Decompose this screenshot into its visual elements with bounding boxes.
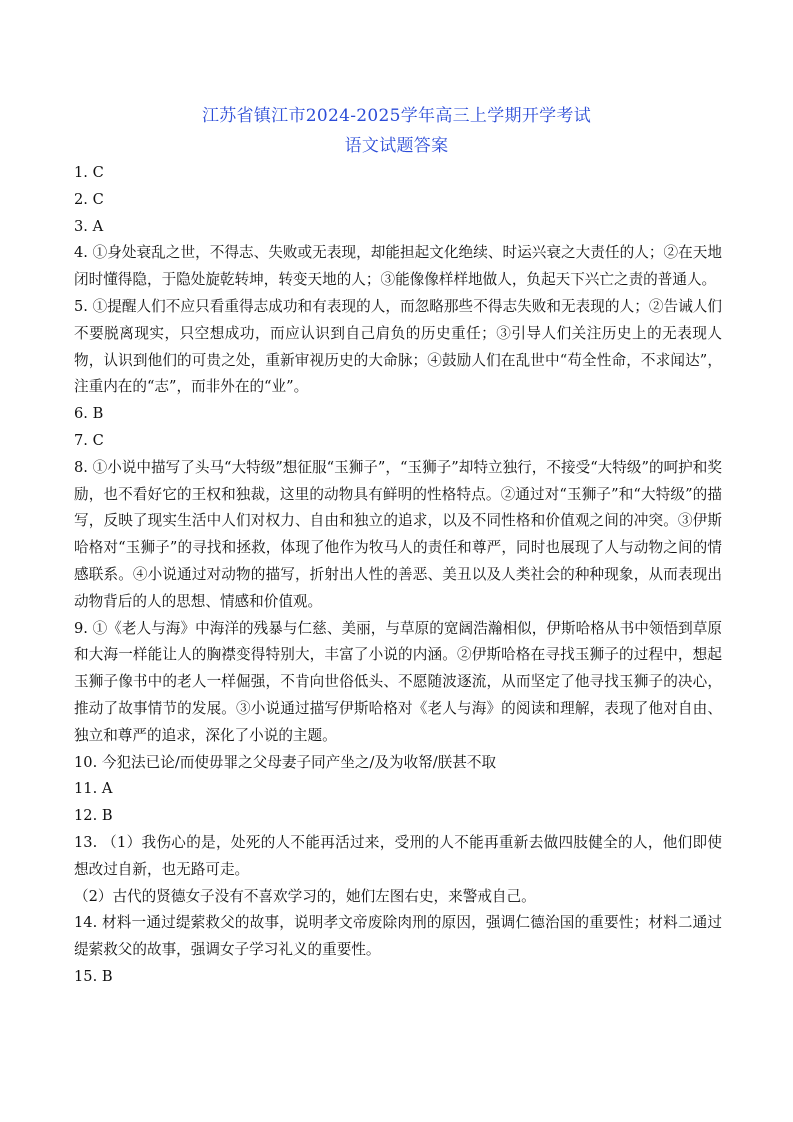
- answer-item: [74, 214, 722, 241]
- answer-number: 9.: [74, 619, 88, 637]
- answer-item: [74, 964, 722, 991]
- answer-text: （1）我伤心的是，处死的人不能再活过来，受刑的人不能再重新去做四肢健全的人，他们即使想改过自新，也无路可走。: [74, 833, 722, 878]
- document-title: 江苏省镇江市2024-2025学年高三上学期开学考试: [201, 106, 592, 126]
- answer-text: ①《老人与海》中海洋的残暴与仁慈、美丽，与草原的宽阔浩瀚相似，伊斯哈格从书中领悟到草原和大海一样能让人的胸襟变得特别大，丰富了小说的内涵。②伊斯哈格在寻找玉狮子的过程中，想起玉狮子像书中的老人一样倔强，不肯向世俗低头、不愿随波逐流，从而坚定了他寻找玉狮子的决心，推动了故事情节的发展。③小说通过描写伊斯哈格对《老人与海》的阅读和理解，表现了他对自由、独立和尊严的追求，深化了小说的主题。: [74, 619, 722, 744]
- answer-number: 2.: [74, 190, 88, 208]
- answer-item: [74, 455, 722, 616]
- answer-number: 6.: [74, 405, 88, 423]
- answer-item: [74, 160, 722, 187]
- answer-text: C: [92, 431, 104, 449]
- document-subtitle: 语文试题答案: [344, 136, 449, 156]
- answer-text: B: [101, 807, 113, 825]
- answer-text: A: [101, 780, 113, 798]
- answer-item: [74, 803, 722, 830]
- answer-item: [74, 428, 722, 455]
- answer-item: [74, 776, 722, 803]
- answer-text: 材料一通过缇萦救父的故事，说明孝文帝废除肉刑的原因，强调仁德治国的重要性；材料二通过缇萦救父的故事，强调女子学习礼义的重要性。: [74, 914, 722, 959]
- answer-number: 5.: [74, 297, 88, 315]
- answer-text: C: [92, 190, 104, 208]
- answer-item: [74, 240, 722, 294]
- answer-text: ①提醒人们不应只看重得志成功和有表现的人，而忽略那些不得志失败和无表现的人；②告诫人们不要脱离现实，只空想成功，而应认识到自己肩负的历史重任；③引导人们关注历史上的无表现人物，认识到他们的可贵之处，重新审视历史的大命脉；④鼓励人们在乱世中“苟全性命，不求闻达”，注重内在的“志”，而非外在的“业”。: [74, 297, 722, 396]
- answer-text: 今犯法已论/而使毋罪之父母妻子同产坐之/及为收帑/朕甚不取: [101, 753, 497, 771]
- answer-number: 4.: [74, 244, 88, 262]
- answer-item: [74, 910, 722, 964]
- answer-list: [74, 160, 722, 991]
- answer-number: 11.: [74, 780, 98, 798]
- answer-number: 10.: [74, 753, 98, 771]
- answer-item: [74, 401, 722, 428]
- answer-item: [74, 616, 722, 750]
- answer-item: [74, 750, 722, 777]
- answer-text: A: [92, 217, 104, 235]
- answer-number: 12.: [74, 807, 98, 825]
- answer-text: ①身处衰乱之世，不得志、失败或无表现，却能担起文化绝续、时运兴衰之大责任的人；②在天地闭时懂得隐，于隐处旋乾转坤，转变天地的人；③能像像样样地做人，负起天下兴亡之责的普通人。: [74, 244, 722, 289]
- answer-text: ①小说中描写了头马“大特级”想征服“玉狮子”，“玉狮子”却特立独行，不接受“大特级”的呵护和奖励，也不看好它的王权和独裁，这里的动物具有鲜明的性格特点。②通过对“玉狮子”和“大特级”的描写，反映了现实生活中人们对权力、自由和独立的追求，以及不同性格和价值观之间的冲突。③伊斯哈格对“玉狮子”的寻找和拯救，体现了他作为牧马人的责任和尊严，同时也展现了人与动物之间的情感联系。④小说通过对动物的描写，折射出人性的善恶、美丑以及人类社会的种种现象，从而表现出动物背后的人的思想、情感和价值观。: [74, 458, 722, 610]
- answer-number: 14.: [74, 914, 98, 932]
- answer-number: 8.: [74, 458, 88, 476]
- answer-number: 13.: [74, 833, 98, 851]
- answer-item: [74, 830, 722, 884]
- answer-number: 15.: [74, 967, 98, 985]
- answer-number: 1.: [74, 164, 88, 181]
- answer-item: [74, 884, 722, 911]
- answer-item: [74, 294, 722, 401]
- answer-item: [74, 187, 722, 214]
- answer-text: （2）古代的贤德女子没有不喜欢学习的，她们左图右史，来警戒自己。: [74, 887, 536, 905]
- answer-text: B: [92, 405, 104, 423]
- answer-text: C: [92, 164, 104, 181]
- answer-number: 3.: [74, 217, 88, 235]
- answer-text: B: [101, 967, 113, 985]
- answer-number: 7.: [74, 431, 88, 449]
